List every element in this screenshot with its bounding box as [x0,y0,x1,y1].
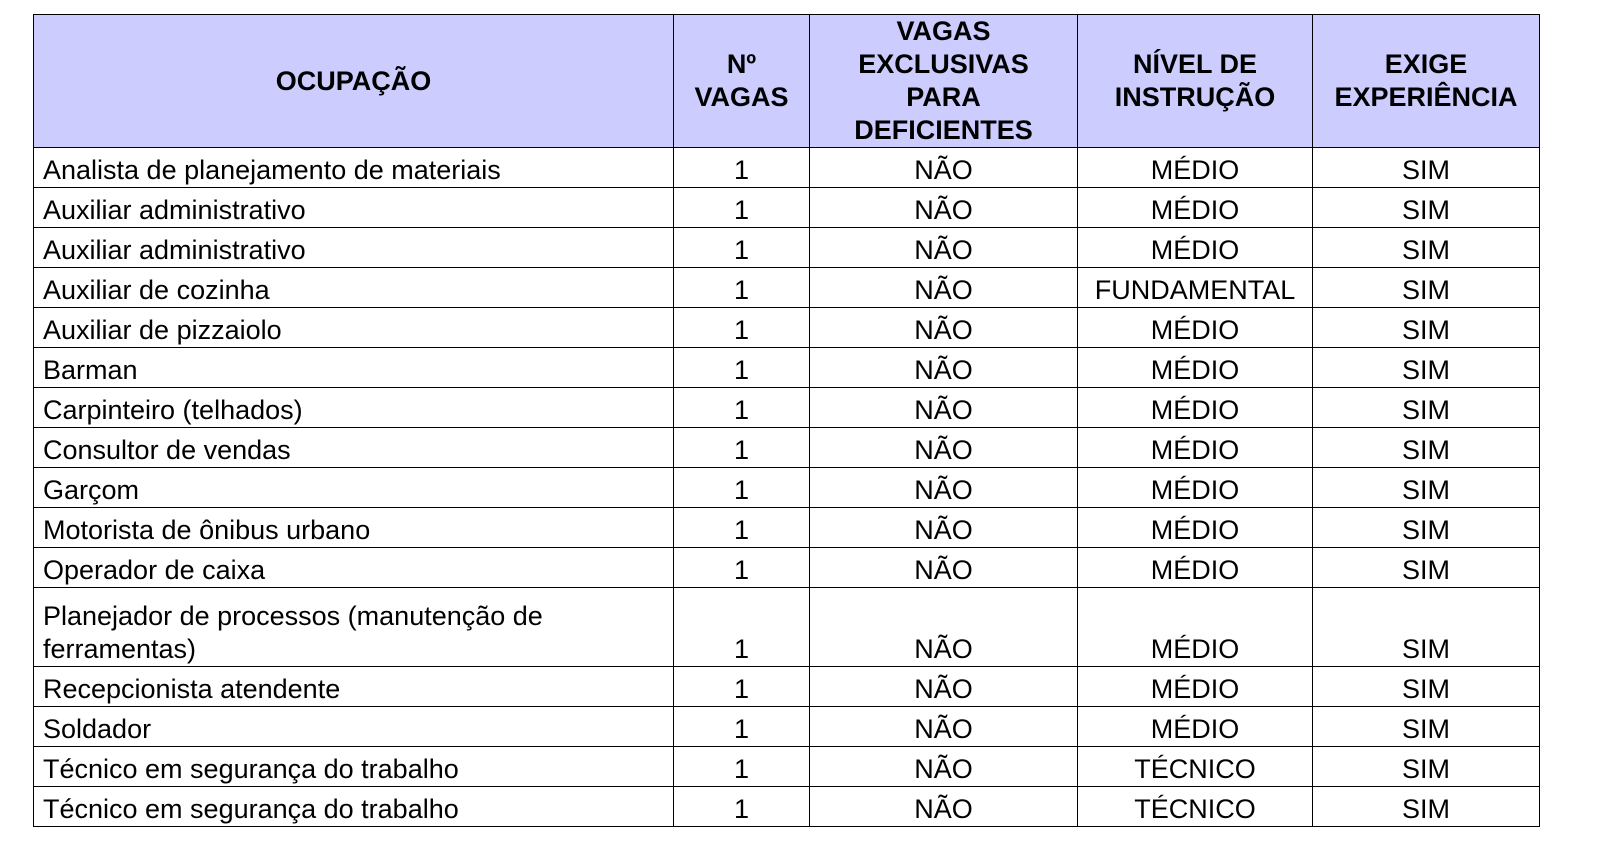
cell-occupation: Auxiliar administrativo [34,228,674,268]
header-education-line: NÍVEL DE [1132,49,1258,79]
cell-exclusive: NÃO [810,707,1078,747]
cell-occupation [34,588,674,667]
cell-experience: SIM [1313,148,1540,188]
cell-experience: SIM [1313,428,1540,468]
cell-experience: SIM [1313,268,1540,308]
cell-education: TÉCNICO [1078,787,1313,827]
cell-exclusive: NÃO [810,228,1078,268]
table-row [34,308,1540,348]
cell-vacancies: 1 [674,468,810,508]
header-exclusive-line: PARA [906,82,981,112]
cell-education: MÉDIO [1078,707,1313,747]
cell-experience: SIM [1313,388,1540,428]
cell-experience: SIM [1313,747,1540,787]
cell-education: MÉDIO [1078,188,1313,228]
cell-education: FUNDAMENTAL [1078,268,1313,308]
cell-vacancies: 1 [674,188,810,228]
cell-occupation: Soldador [34,707,674,747]
cell-occupation-line: Planejador de processos (manutenção de [43,601,543,631]
header-vacancies [674,15,810,148]
cell-exclusive: NÃO [810,508,1078,548]
cell-education: MÉDIO [1078,388,1313,428]
header-exclusive-line: DEFICIENTES [854,115,1033,145]
cell-experience: SIM [1313,348,1540,388]
cell-exclusive: NÃO [810,388,1078,428]
cell-education: MÉDIO [1078,348,1313,388]
header-exclusive-line: EXCLUSIVAS [858,49,1029,79]
cell-experience: SIM [1313,308,1540,348]
cell-experience: SIM [1313,508,1540,548]
cell-experience: SIM [1313,548,1540,588]
table-row [34,428,1540,468]
cell-occupation: Barman [34,348,674,388]
table-row [34,747,1540,787]
cell-occupation: Auxiliar administrativo [34,188,674,228]
header-vacancies-line: VAGAS [694,82,789,112]
cell-exclusive: NÃO [810,428,1078,468]
cell-exclusive: NÃO [810,588,1078,667]
cell-vacancies: 1 [674,548,810,588]
cell-experience: SIM [1313,468,1540,508]
header-exclusive [810,15,1078,148]
cell-experience: SIM [1313,667,1540,707]
cell-occupation: Carpinteiro (telhados) [34,388,674,428]
cell-education: MÉDIO [1078,468,1313,508]
cell-education: MÉDIO [1078,508,1313,548]
job-vacancies-table-container [33,14,1540,827]
header-exclusive-line: VAGAS [896,16,991,46]
cell-experience: SIM [1313,228,1540,268]
cell-education: MÉDIO [1078,228,1313,268]
cell-vacancies: 1 [674,268,810,308]
cell-vacancies: 1 [674,707,810,747]
cell-occupation: Consultor de vendas [34,428,674,468]
table-row [34,268,1540,308]
cell-vacancies: 1 [674,428,810,468]
cell-occupation-line: ferramentas) [43,634,197,664]
cell-experience: SIM [1313,707,1540,747]
cell-education: MÉDIO [1078,588,1313,667]
cell-experience: SIM [1313,588,1540,667]
cell-vacancies: 1 [674,588,810,667]
cell-exclusive: NÃO [810,667,1078,707]
cell-vacancies: 1 [674,148,810,188]
cell-vacancies: 1 [674,228,810,268]
cell-education: MÉDIO [1078,428,1313,468]
table-row [34,188,1540,228]
cell-occupation: Garçom [34,468,674,508]
table-row [34,228,1540,268]
cell-education: MÉDIO [1078,548,1313,588]
cell-vacancies: 1 [674,667,810,707]
cell-exclusive: NÃO [810,308,1078,348]
cell-occupation: Auxiliar de cozinha [34,268,674,308]
cell-vacancies: 1 [674,787,810,827]
cell-education: MÉDIO [1078,667,1313,707]
cell-occupation: Auxiliar de pizzaiolo [34,308,674,348]
table-row [34,667,1540,707]
header-experience [1313,15,1540,148]
cell-exclusive: NÃO [810,268,1078,308]
table-row [34,388,1540,428]
table-row [34,148,1540,188]
table-row [34,548,1540,588]
cell-experience: SIM [1313,188,1540,228]
cell-education: TÉCNICO [1078,747,1313,787]
cell-occupation: Analista de planejamento de materiais [34,148,674,188]
cell-education: MÉDIO [1078,148,1313,188]
table-row [34,508,1540,548]
cell-exclusive: NÃO [810,348,1078,388]
header-row [34,15,1540,148]
table-row [34,468,1540,508]
header-occupation [34,15,674,148]
header-education [1078,15,1313,148]
job-vacancies-table [33,14,1540,827]
cell-occupation: Técnico em segurança do trabalho [34,747,674,787]
cell-vacancies: 1 [674,747,810,787]
cell-exclusive: NÃO [810,787,1078,827]
cell-occupation: Recepcionista atendente [34,667,674,707]
header-experience-line: EXIGE [1384,49,1468,79]
cell-education: MÉDIO [1078,308,1313,348]
cell-vacancies: 1 [674,348,810,388]
cell-exclusive: NÃO [810,548,1078,588]
header-experience-line: EXPERIÊNCIA [1334,82,1518,112]
header-education-line: INSTRUÇÃO [1114,82,1276,112]
table-row [34,348,1540,388]
cell-exclusive: NÃO [810,188,1078,228]
header-occupation-text: OCUPAÇÃO [275,65,432,96]
cell-experience: SIM [1313,787,1540,827]
cell-vacancies: 1 [674,508,810,548]
table-row [34,707,1540,747]
cell-occupation: Operador de caixa [34,548,674,588]
cell-exclusive: NÃO [810,468,1078,508]
table-row [34,588,1540,667]
cell-exclusive: NÃO [810,747,1078,787]
table-row [34,787,1540,827]
cell-exclusive: NÃO [810,148,1078,188]
header-vacancies-line: Nº [726,49,757,79]
cell-occupation: Motorista de ônibus urbano [34,508,674,548]
cell-vacancies: 1 [674,388,810,428]
cell-vacancies: 1 [674,308,810,348]
cell-occupation: Técnico em segurança do trabalho [34,787,674,827]
